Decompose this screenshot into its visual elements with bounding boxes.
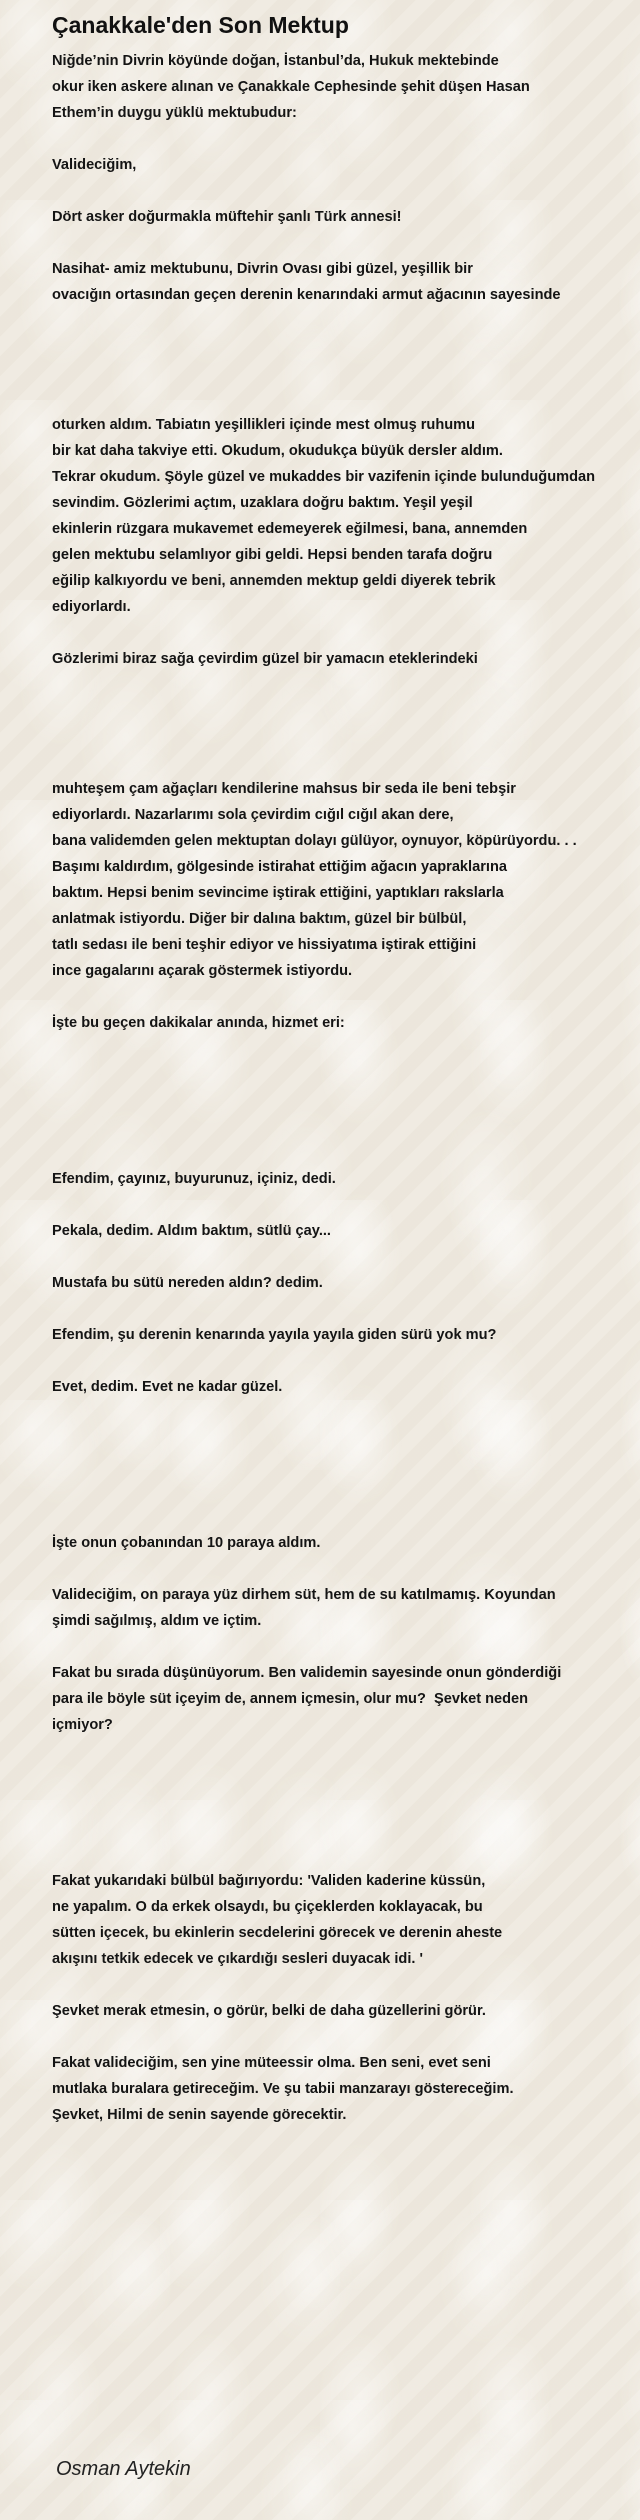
poem-container [52,10,632,2128]
poem-body: Niğde’nin Divrin köyünde doğan, İstanbul’da, Hukuk mektebinde okur iken askere alınan ve Çanakkale Cephesinde şehit düşen Hasan Ethem’in duygu yüklü mektubudur: Valideciğim, Dört asker doğurmakla müftehir şanlı Türk annesi! Nasihat- amiz mektubunu, Divrin Ovası gibi güzel, yeşillik bir ovacığın ortasından geçen derenin kenarındaki armut ağacının sayesinde oturken aldım. Tabiatın yeşillikleri içinde mest olmuş ruhumu bir kat daha takviye etti. Okudum, okudukça büyük dersler aldım. Tekrar okudum. Şöyle güzel ve mukaddes bir vazifenin içinde bulunduğumdan sevindim. Gözlerimi açtım, uzaklara doğru baktım. Yeşil yeşil ekinlerin rüzgara mukavemet edemeyerek eğilmesi, bana, annemden gelen mektubu selamlıyor gibi geldi. Hepsi benden tarafa doğru eğilip kalkıyordu ve beni, annemden mektup geldi diyerek tebrik ediyorlardı. Gözlerimi biraz sağa çevirdim güzel bir yamacın eteklerindeki muhteşem çam ağaçları kendilerine mahsus bir seda ile beni tebşir ediyorlardı. Nazarlarımı sola çevirdim cığıl cığıl akan dere, bana validemden gelen mektuptan dolayı gülüyor, oynuyor, köpürüyordu. . . Başımı kaldırdım, gölgesinde istirahat ettiğim ağacın yapraklarına baktım. Hepsi benim sevincime iştirak ettiğini, yaptıkları rakslarla anlatmak istiyordu. Diğer bir dalına baktım, güzel bir bülbül, tatlı sedası ile beni teşhir ediyor ve hissiyatıma iştirak ettiğini ince gagalarını açarak göstermek istiyordu. İşte bu geçen dakikalar anında, hizmet eri: Efendim, çayınız, buyurunuz, içiniz, dedi. Pekala, dedim. Aldım baktım, sütlü çay... Mustafa bu sütü nereden aldın? dedim. Efendim, şu derenin kenarında yayıla yayıla giden sürü yok mu? Evet, dedim. Evet ne kadar güzel. İşte onun çobanından 10 paraya aldım. Valideciğim, on paraya yüz dirhem süt, hem de su katılmamış. Koyundan şimdi sağılmış, aldım ve içtim. Fakat bu sırada düşünüyorum. Ben validemin sayesinde onun gönderdiği para ile böyle süt içeyim de, annem içmesin, olur mu? Şevket neden içmiyor? Fakat yukarıdaki bülbül bağırıyordu: 'Validen kaderine küssün, ne yapalım. O da erkek olsaydı, bu çiçeklerden koklayacak, bu sütten içecek, bu ekinlerin secdelerini görecek ve derenin aheste akışını tetkik edecek ve çıkardığı sesleri duyacak idi. ' Şevket merak etmesin, o görür, belki de daha güzellerini görür. Fakat valideciğim, sen yine müteessir olma. Ben seni, evet seni mutlaka buralara getireceğim. Ve şu tabii manzarayı göstereceğim. Şevket, Hilmi de senin sayende görecektir. [52,53,596,2123]
author-name: Osman Aytekin [56,2458,191,2480]
poem-title: Çanakkale'den Son Mektup [52,12,349,38]
